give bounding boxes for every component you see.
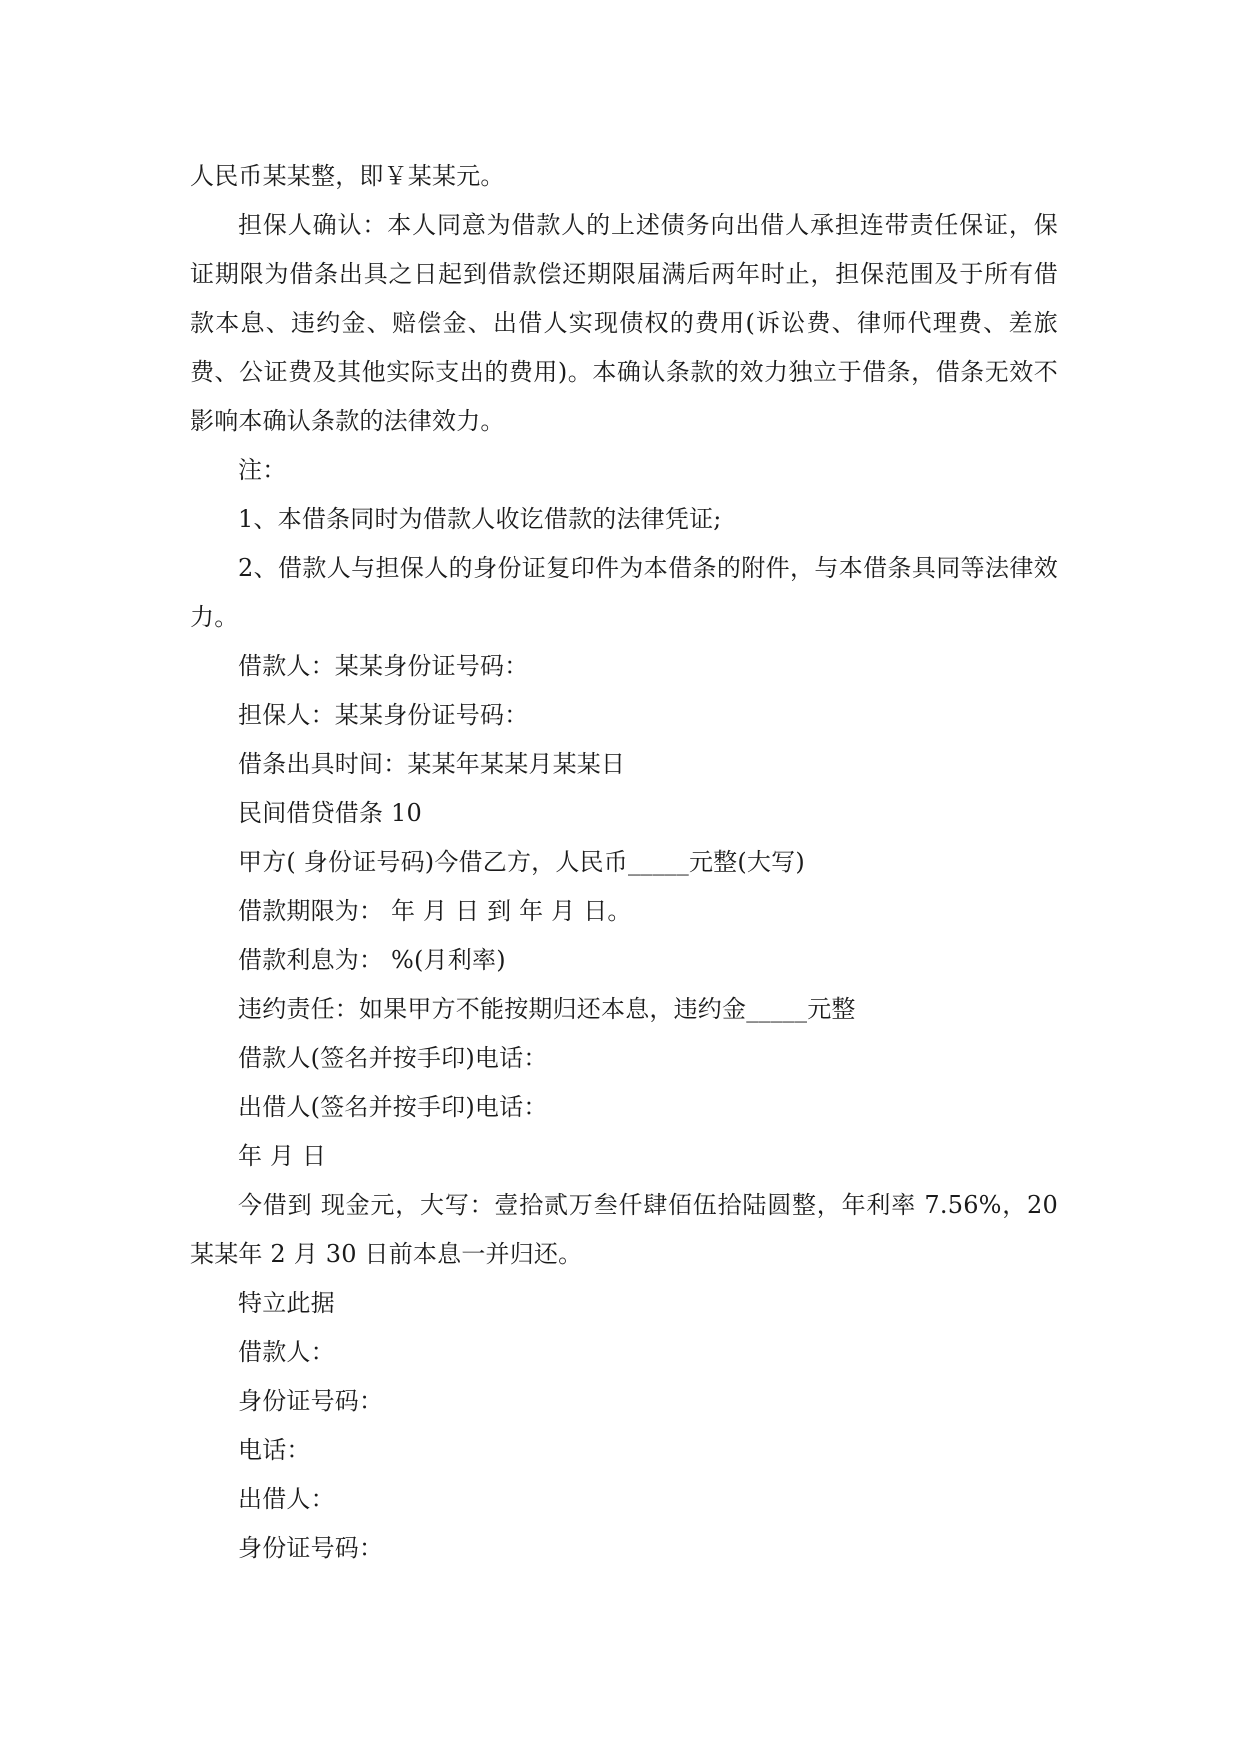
paragraph-note-1: 1、本借条同时为借款人收讫借款的法律凭证; bbox=[238, 505, 722, 533]
paragraph-loan-receipt: 今借到 现金元，大写：壹拾贰万叁仟肆佰伍拾陆圆整，年利率 7.56%，20某某年 2 月 30 日前本息一并归还。 bbox=[190, 1191, 1058, 1268]
paragraph-lender: 出借人： bbox=[238, 1485, 335, 1513]
paragraph-lender-id-number: 身份证号码： bbox=[238, 1534, 384, 1562]
paragraph-guarantor-id: 担保人：某某身份证号码： bbox=[238, 701, 529, 729]
paragraph-default-liability: 违约责任：如果甲方不能按期归还本息，违约金_____元整 bbox=[238, 995, 856, 1023]
paragraph-guarantor-confirmation: 担保人确认：本人同意为借款人的上述债务向出借人承担连带责任保证，保证期限为借条出具之日起到借款偿还期限届满后两年时止，担保范围及于所有借款本息、违约金、赔偿金、出借人实现债权的费用(诉讼费、律师代理费、差旅费、公证费及其他实际支出的费用)。本确认条款的效力独立于借条，借条无效不影响本确认条款的法律效力。 bbox=[190, 211, 1058, 435]
paragraph-borrower: 借款人： bbox=[238, 1338, 335, 1366]
paragraph-amount: 人民币某某整，即￥某某元。 bbox=[190, 162, 505, 190]
paragraph-note-2: 2、借款人与担保人的身份证复印件为本借条的附件，与本借条具同等法律效力。 bbox=[190, 554, 1058, 631]
paragraph-phone: 电话： bbox=[238, 1436, 311, 1464]
paragraph-loan-term: 借款期限为： 年 月 日 到 年 月 日。 bbox=[238, 897, 632, 925]
paragraph-interest: 借款利息为： %(月利率) bbox=[238, 946, 506, 974]
section-title: 民间借贷借条 10 bbox=[238, 799, 422, 827]
paragraph-borrower-id: 借款人：某某身份证号码： bbox=[238, 652, 529, 680]
paragraph-hereby: 特立此据 bbox=[238, 1289, 335, 1317]
paragraph-borrower-signature: 借款人(签名并按手印)电话： bbox=[238, 1044, 548, 1072]
paragraph-lender-signature: 出借人(签名并按手印)电话： bbox=[238, 1093, 548, 1121]
document-body bbox=[190, 152, 1058, 1573]
paragraph-borrower-id-number: 身份证号码： bbox=[238, 1387, 384, 1415]
paragraph-note-heading: 注： bbox=[238, 456, 287, 484]
paragraph-loan-statement: 甲方( 身份证号码)今借乙方，人民币_____元整(大写) bbox=[238, 848, 805, 876]
paragraph-date: 年 月 日 bbox=[238, 1142, 327, 1170]
paragraph-issue-date: 借条出具时间：某某年某某月某某日 bbox=[238, 750, 626, 778]
